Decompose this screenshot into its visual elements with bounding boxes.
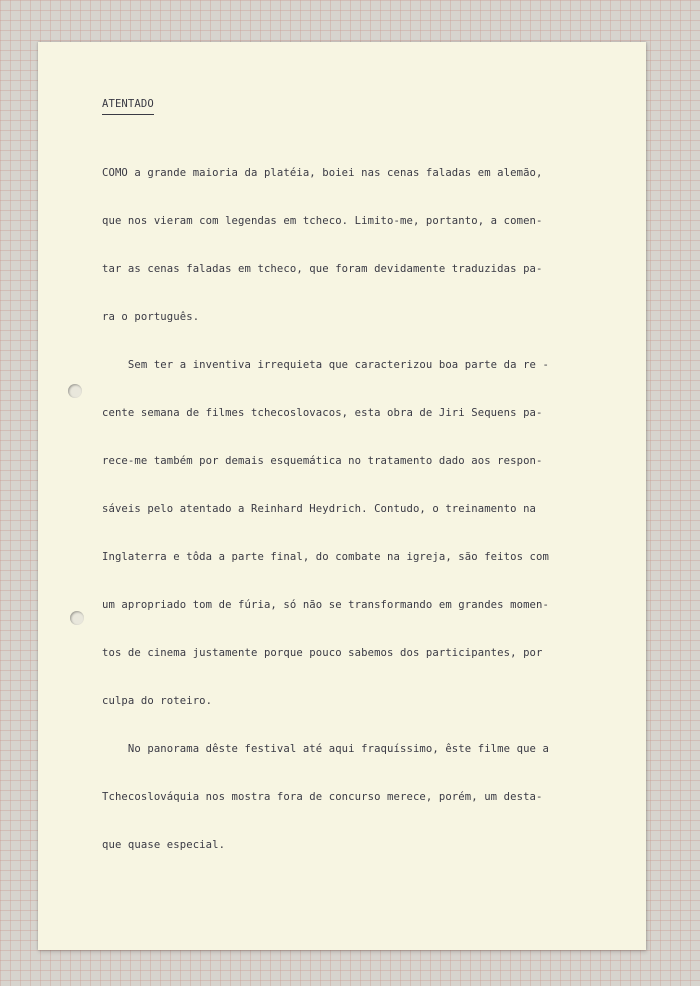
text-line: tos de cinema justamente porque pouco sabemos dos participantes, por xyxy=(102,647,543,659)
punch-hole xyxy=(70,611,84,625)
text-line: Inglaterra e tôda a parte final, do combate na igreja, são feitos com xyxy=(102,551,549,563)
text-line: tar as cenas faladas em tcheco, que foram devidamente traduzidas pa- xyxy=(102,263,543,275)
document-body xyxy=(102,137,549,869)
text-line: Sem ter a inventiva irrequieta que caracterizou boa parte da re - xyxy=(102,359,549,371)
text-line: sáveis pelo atentado a Reinhard Heydrich. Contudo, o treinamento na xyxy=(102,503,537,515)
text-line: cente semana de filmes tchecoslovacos, esta obra de Jiri Sequens pa- xyxy=(102,407,543,419)
text-line: que nos vieram com legendas em tcheco. Limito-me, portanto, a comen- xyxy=(102,215,543,227)
text-line: ra o português. xyxy=(102,311,200,323)
text-line: um apropriado tom de fúria, só não se transformando em grandes momen- xyxy=(102,599,549,611)
text-line: Tchecoslováquia nos mostra fora de concurso merece, porém, um desta- xyxy=(102,791,543,803)
text-line: COMO a grande maioria da platéia, boiei nas cenas faladas em alemão, xyxy=(102,167,543,179)
text-line: No panorama dêste festival até aqui fraquíssimo, êste filme que a xyxy=(102,743,549,755)
text-line: culpa do roteiro. xyxy=(102,695,213,707)
punch-hole xyxy=(68,384,82,398)
document-title: ATENTADO xyxy=(102,98,154,115)
text-line: rece-me também por demais esquemática no tratamento dado aos respon- xyxy=(102,455,543,467)
text-line: que quase especial. xyxy=(102,839,226,851)
